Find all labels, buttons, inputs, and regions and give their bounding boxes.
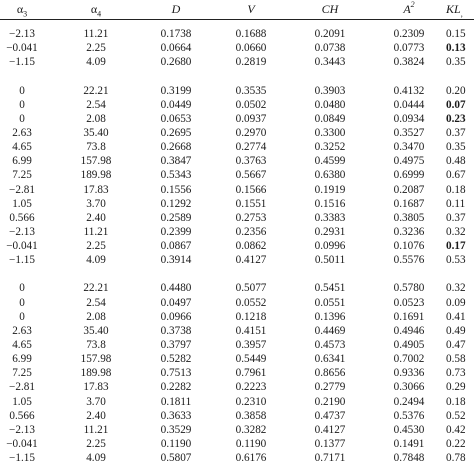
alpha4-cell: 11.21 (83, 28, 109, 40)
a2-cell: 0.2087 (393, 183, 425, 196)
alpha4-cell: 73.8 (86, 141, 106, 154)
alpha3-cell: −0.041 (6, 42, 38, 55)
ch-cell: 0.4737 (314, 409, 346, 422)
ch-cell: 0.2190 (314, 395, 346, 408)
alpha3-cell: 0 (19, 98, 25, 111)
a2-cell: 0.3066 (393, 381, 425, 394)
ch-cell: 0.0849 (314, 112, 346, 125)
kl-cell: 0.35 (446, 141, 466, 154)
a2-cell: 0.6999 (393, 169, 425, 182)
alpha3-cell: 0 (19, 310, 25, 323)
d-cell: 0.2399 (160, 226, 192, 238)
header-a2: $A^2$ (403, 0, 415, 16)
kl-cell: 0.67 (446, 169, 466, 182)
kl-cell: 0.32 (446, 282, 466, 295)
table-row (0, 409, 474, 423)
ch-cell: 0.4469 (314, 324, 346, 337)
alpha4-cell: 3.70 (86, 197, 106, 210)
alpha4-cell: 157.98 (80, 155, 112, 168)
table-row (0, 395, 474, 409)
d-cell: 0.4480 (160, 282, 192, 295)
a2-cell: 0.3824 (393, 56, 425, 69)
alpha4-cell: 157.98 (80, 353, 112, 366)
alpha4-cell: 22.21 (83, 282, 109, 295)
d-cell: 0.0497 (160, 296, 192, 309)
table-row (0, 281, 474, 295)
a2-cell: 0.7848 (393, 452, 425, 465)
v-cell: 0.1190 (235, 438, 267, 451)
alpha4-cell: 35.40 (83, 324, 109, 337)
d-cell: 0.3797 (160, 339, 192, 351)
d-cell: 0.1292 (160, 197, 192, 210)
alpha3-cell: 0.566 (9, 409, 35, 422)
d-cell: 0.5343 (160, 169, 192, 182)
ch-cell: 0.3903 (314, 84, 346, 97)
v-cell: 0.5667 (235, 169, 267, 182)
d-cell: 0.1811 (160, 395, 192, 408)
table-row (0, 211, 474, 225)
ch-cell: 0.1516 (314, 197, 346, 210)
a2-cell: 0.3236 (393, 226, 425, 238)
a2-cell: 0.4132 (393, 84, 425, 97)
header-kl: $KL_,$ (446, 2, 463, 19)
alpha4-cell: 22.21 (83, 84, 109, 97)
table-row (0, 41, 474, 55)
alpha3-cell: 2.63 (12, 324, 32, 337)
alpha4-cell: 3.70 (86, 395, 106, 408)
kl-cell: 0.49 (446, 324, 466, 337)
ch-cell: 0.6380 (314, 169, 346, 182)
kl-cell: 0.18 (446, 395, 466, 408)
a2-cell: 0.4975 (393, 155, 425, 168)
ch-cell: 0.3383 (314, 211, 346, 224)
a2-cell: 0.3805 (393, 211, 425, 224)
alpha3-cell: −1.15 (9, 452, 35, 465)
ch-cell: 0.1919 (314, 183, 346, 196)
table-row (0, 154, 474, 168)
v-cell: 0.2774 (235, 141, 267, 154)
a2-cell: 0.5780 (393, 282, 425, 295)
v-cell: 0.1566 (235, 183, 267, 196)
alpha4-cell: 17.83 (83, 381, 109, 394)
a2-cell: 0.4530 (393, 423, 425, 436)
d-cell: 0.0966 (160, 310, 192, 323)
kl-cell: 0.37 (446, 126, 466, 139)
d-cell: 0.2668 (160, 141, 192, 154)
alpha3-cell: 6.99 (12, 353, 32, 366)
v-cell: 0.2223 (235, 381, 267, 394)
ch-cell: 0.2931 (314, 226, 346, 238)
v-cell: 0.3858 (235, 409, 267, 422)
ch-cell: 0.1377 (314, 438, 346, 451)
alpha3-cell: 0 (19, 112, 25, 125)
a2-cell: 0.5376 (393, 409, 425, 422)
alpha3-cell: 6.99 (12, 155, 32, 168)
kl-cell: 0.11 (446, 197, 466, 210)
kl-cell: 0.07 (446, 98, 466, 111)
table-row (0, 338, 474, 352)
ch-cell: 0.1396 (314, 310, 346, 323)
table-row (0, 197, 474, 211)
d-cell: 0.2695 (160, 126, 192, 139)
ch-cell: 0.0738 (314, 42, 346, 55)
v-cell: 0.3763 (235, 155, 267, 168)
kl-cell: 0.15 (446, 28, 466, 40)
table-row (0, 183, 474, 197)
alpha4-cell: 4.09 (86, 56, 106, 69)
alpha3-cell: 0 (19, 296, 25, 309)
alpha3-cell: −1.15 (9, 254, 35, 267)
ch-cell: 0.5451 (314, 282, 346, 295)
v-cell: 0.4127 (235, 254, 267, 267)
v-cell: 0.0660 (235, 42, 267, 55)
table-row (0, 324, 474, 338)
table-row (0, 296, 474, 310)
kl-cell: 0.53 (446, 254, 466, 267)
table-row (0, 366, 474, 380)
alpha3-cell: −1.15 (9, 56, 35, 69)
alpha4-cell: 2.54 (86, 98, 106, 111)
alpha3-cell: 2.63 (12, 126, 32, 139)
alpha4-cell: 35.40 (83, 126, 109, 139)
table-row (0, 126, 474, 140)
alpha4-cell: 11.21 (83, 423, 109, 436)
alpha3-cell: 4.65 (12, 141, 32, 154)
kl-cell: 0.52 (446, 409, 466, 422)
alpha4-cell: 4.09 (86, 452, 106, 465)
ch-cell: 0.4599 (314, 155, 346, 168)
a2-cell: 0.3527 (393, 126, 425, 139)
alpha3-cell: 7.25 (12, 367, 32, 380)
ch-cell: 0.5011 (314, 254, 346, 267)
table-row (0, 451, 474, 465)
table-row (0, 380, 474, 394)
v-cell: 0.5449 (235, 353, 267, 366)
table-row (0, 437, 474, 451)
alpha3-cell: 7.25 (12, 169, 32, 182)
ch-cell: 0.7171 (314, 452, 346, 465)
kl-cell: 0.58 (446, 353, 466, 366)
kl-cell: 0.22 (446, 438, 466, 451)
table-row (0, 239, 474, 253)
kl-cell: 0.48 (446, 155, 466, 168)
ch-cell: 0.2091 (314, 28, 346, 40)
d-cell: 0.3738 (160, 324, 192, 337)
a2-cell: 0.1691 (393, 310, 425, 323)
ch-cell: 0.0996 (314, 240, 346, 253)
alpha3-cell: −0.041 (6, 240, 38, 253)
v-cell: 0.0937 (235, 112, 267, 125)
v-cell: 0.4151 (235, 324, 267, 337)
v-cell: 0.1688 (235, 28, 267, 40)
alpha4-cell: 2.25 (86, 42, 106, 55)
v-cell: 0.6176 (235, 452, 267, 465)
header-alpha3: $\alpha_3$ (16, 2, 28, 19)
alpha3-cell: 0 (19, 84, 25, 97)
v-cell: 0.2970 (235, 126, 267, 139)
d-cell: 0.3914 (160, 254, 192, 267)
ch-cell: 0.4573 (314, 339, 346, 351)
table-row (0, 27, 474, 41)
v-cell: 0.0862 (235, 240, 267, 253)
header-row (0, 0, 474, 19)
ch-cell: 0.0551 (314, 296, 346, 309)
d-cell: 0.1738 (160, 28, 192, 40)
d-cell: 0.3529 (160, 423, 192, 436)
a2-cell: 0.2309 (393, 28, 425, 40)
ch-cell: 0.2779 (314, 381, 346, 394)
v-cell: 0.1218 (235, 310, 267, 323)
d-cell: 0.3199 (160, 84, 192, 97)
d-cell: 0.0664 (160, 42, 192, 55)
kl-cell: 0.09 (446, 296, 466, 309)
d-cell: 0.2589 (160, 211, 192, 224)
alpha4-cell: 73.8 (86, 339, 106, 351)
ch-cell: 0.4127 (314, 423, 346, 436)
alpha4-cell: 11.21 (83, 226, 109, 238)
alpha3-cell: −0.041 (6, 438, 38, 451)
alpha4-cell: 2.08 (86, 112, 106, 125)
v-cell: 0.2310 (235, 395, 267, 408)
v-cell: 0.0552 (235, 296, 267, 309)
kl-cell: 0.42 (446, 423, 466, 436)
ch-cell: 0.3443 (314, 56, 346, 69)
alpha3-cell: 1.05 (12, 395, 32, 408)
table-row (0, 225, 474, 239)
alpha3-cell: −2.13 (9, 423, 35, 436)
a2-cell: 0.3470 (393, 141, 425, 154)
alpha3-cell: −2.81 (9, 381, 35, 394)
a2-cell: 0.5576 (393, 254, 425, 267)
d-cell: 0.3633 (160, 409, 192, 422)
table-row (0, 55, 474, 69)
alpha4-cell: 2.25 (86, 438, 106, 451)
d-cell: 0.0867 (160, 240, 192, 253)
table-row (0, 168, 474, 182)
v-cell: 0.1551 (235, 197, 267, 210)
header-alpha4: $\alpha_4$ (90, 2, 102, 19)
alpha3-cell: 1.05 (12, 197, 32, 210)
table-row (0, 98, 474, 112)
kl-cell: 0.18 (446, 183, 466, 196)
header-ch: CH (321, 2, 339, 16)
ch-cell: 0.6341 (314, 353, 346, 366)
alpha3-cell: 4.65 (12, 339, 32, 351)
a2-cell: 0.4946 (393, 324, 425, 337)
d-cell: 0.0449 (160, 98, 192, 111)
table-row (0, 112, 474, 126)
ch-cell: 0.3252 (314, 141, 346, 154)
v-cell: 0.2753 (235, 211, 267, 224)
ch-cell: 0.3300 (314, 126, 346, 139)
a2-cell: 0.0444 (393, 98, 425, 111)
alpha4-cell: 189.98 (80, 169, 112, 182)
v-cell: 0.2819 (235, 56, 267, 69)
alpha3-cell: 0.566 (9, 211, 35, 224)
kl-cell: 0.37 (446, 211, 466, 224)
ch-cell: 0.0480 (314, 98, 346, 111)
d-cell: 0.5807 (160, 452, 192, 465)
kl-cell: 0.29 (446, 381, 466, 394)
header-rule (0, 19, 474, 20)
table-row (0, 140, 474, 154)
table-row (0, 352, 474, 366)
a2-cell: 0.0773 (393, 42, 425, 55)
kl-cell: 0.20 (446, 84, 466, 97)
alpha4-cell: 2.54 (86, 296, 106, 309)
a2-cell: 0.4905 (393, 339, 425, 351)
d-cell: 0.3847 (160, 155, 192, 168)
kl-cell: 0.23 (446, 112, 466, 125)
header-d: D (171, 2, 181, 16)
d-cell: 0.1190 (160, 438, 192, 451)
kl-cell: 0.17 (446, 240, 466, 253)
alpha3-cell: −2.13 (9, 226, 35, 238)
alpha4-cell: 2.25 (86, 240, 106, 253)
kl-cell: 0.35 (446, 56, 466, 69)
table-row (0, 84, 474, 98)
d-cell: 0.2680 (160, 56, 192, 69)
d-cell: 0.0653 (160, 112, 192, 125)
table-row (0, 310, 474, 324)
a2-cell: 0.0934 (393, 112, 425, 125)
a2-cell: 0.2494 (393, 395, 425, 408)
table-row (0, 423, 474, 437)
alpha4-cell: 2.40 (86, 211, 106, 224)
v-cell: 0.5077 (235, 282, 267, 295)
v-cell: 0.0502 (235, 98, 267, 111)
kl-cell: 0.73 (446, 367, 466, 380)
alpha4-cell: 4.09 (86, 254, 106, 267)
v-cell: 0.7961 (235, 367, 267, 380)
kl-cell: 0.78 (446, 452, 466, 465)
header-v: V (247, 2, 255, 16)
a2-cell: 0.0523 (393, 296, 425, 309)
table-row (0, 253, 474, 267)
a2-cell: 0.9336 (393, 367, 425, 380)
a2-cell: 0.7002 (393, 353, 425, 366)
d-cell: 0.2282 (160, 381, 192, 394)
alpha4-cell: 2.08 (86, 310, 106, 323)
alpha3-cell: −2.13 (9, 28, 35, 40)
d-cell: 0.7513 (160, 367, 192, 380)
d-cell: 0.1556 (160, 183, 192, 196)
v-cell: 0.3957 (235, 339, 267, 351)
kl-cell: 0.47 (446, 339, 466, 351)
kl-cell: 0.13 (446, 42, 466, 55)
v-cell: 0.3282 (235, 423, 267, 436)
v-cell: 0.3535 (235, 84, 267, 97)
alpha3-cell: 0 (19, 282, 25, 295)
v-cell: 0.2356 (235, 226, 267, 238)
a2-cell: 0.1491 (393, 438, 425, 451)
alpha4-cell: 189.98 (80, 367, 112, 380)
alpha4-cell: 17.83 (83, 183, 109, 196)
kl-cell: 0.32 (446, 226, 466, 238)
d-cell: 0.5282 (160, 353, 192, 366)
a2-cell: 0.1687 (393, 197, 425, 210)
ch-cell: 0.8656 (314, 367, 346, 380)
alpha3-cell: −2.81 (9, 183, 35, 196)
kl-cell: 0.41 (446, 310, 466, 323)
a2-cell: 0.1076 (393, 240, 425, 253)
alpha4-cell: 2.40 (86, 409, 106, 422)
